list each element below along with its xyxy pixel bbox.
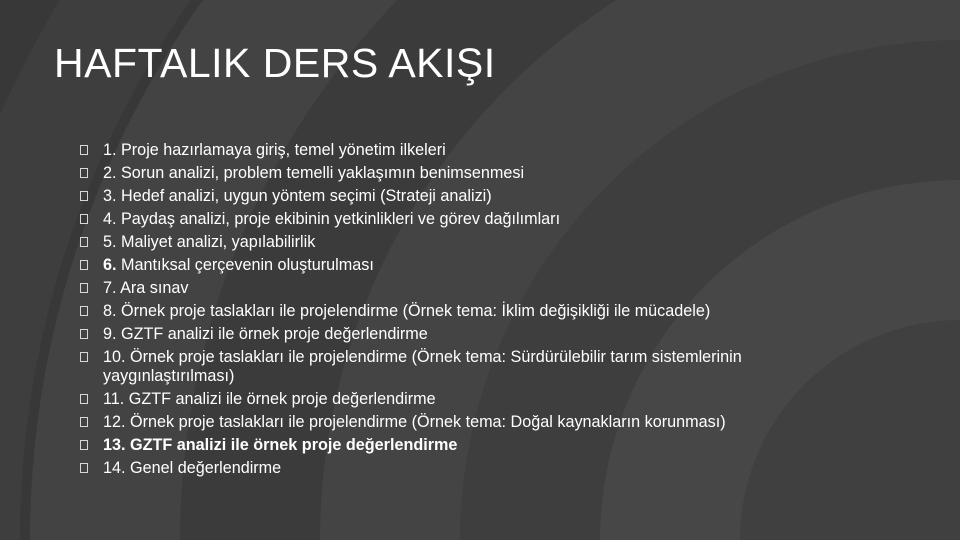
bullet-box-icon bbox=[80, 463, 88, 473]
list-item bbox=[80, 388, 870, 411]
list-item-text: 8. Örnek proje taslakları ile projelendirme (Örnek tema: İklim değişikliği ile mücadele) bbox=[103, 302, 711, 320]
list-item bbox=[80, 185, 870, 208]
bullet-box-icon bbox=[80, 260, 88, 270]
list-item bbox=[80, 277, 870, 300]
list-item-text: 14. Genel değerlendirme bbox=[103, 459, 282, 477]
list-item bbox=[80, 300, 870, 323]
list-item bbox=[80, 434, 870, 457]
list-item bbox=[80, 323, 870, 346]
bullet-box-icon bbox=[80, 283, 88, 293]
bullet-box-icon bbox=[80, 145, 88, 155]
bullet-box-icon bbox=[80, 440, 88, 450]
bullet-box-icon bbox=[80, 329, 88, 339]
list-item-text: 2. Sorun analizi, problem temelli yaklaşımın benimsenmesi bbox=[103, 164, 525, 182]
list-item bbox=[80, 139, 870, 162]
list-item-text: 12. Örnek proje taslakları ile projelendirme (Örnek tema: Doğal kaynakların korunması) bbox=[103, 413, 726, 431]
lesson-list bbox=[80, 139, 870, 480]
list-item-text: 10. Örnek proje taslakları ile projelendirme (Örnek tema: Sürdürülebilir tarım sistemlerinin yaygınlaştırılması) bbox=[103, 348, 742, 385]
bullet-box-icon bbox=[80, 394, 88, 404]
list-item bbox=[80, 231, 870, 254]
bullet-box-icon bbox=[80, 237, 88, 247]
list-item-text: 4. Paydaş analizi, proje ekibinin yetkinlikleri ve görev dağılımları bbox=[103, 210, 561, 228]
list-item bbox=[80, 254, 870, 277]
bullet-box-icon bbox=[80, 214, 88, 224]
list-item-number: 6. bbox=[103, 256, 117, 274]
list-item-text: 9. GZTF analizi ile örnek proje değerlendirme bbox=[103, 325, 428, 343]
list-item-text: 1. Proje hazırlamaya giriş, temel yönetim ilkeleri bbox=[103, 141, 446, 159]
list-item-text: 11. GZTF analizi ile örnek proje değerlendirme bbox=[103, 390, 436, 408]
bullet-box-icon bbox=[80, 168, 88, 178]
list-item bbox=[80, 411, 870, 434]
list-item bbox=[80, 162, 870, 185]
list-item bbox=[80, 208, 870, 231]
list-item-text: 7. Ara sınav bbox=[103, 279, 189, 297]
list-item bbox=[80, 346, 870, 388]
list-item-text: 5. Maliyet analizi, yapılabilirlik bbox=[103, 233, 316, 251]
bullet-box-icon bbox=[80, 191, 88, 201]
slide-title: HAFTALIK DERS AKIŞI bbox=[54, 40, 496, 86]
bullet-box-icon bbox=[80, 352, 88, 362]
bullet-box-icon bbox=[80, 417, 88, 427]
list-item-text: 13. GZTF analizi ile örnek proje değerlendirme bbox=[103, 436, 458, 454]
list-item-text: 3. Hedef analizi, uygun yöntem seçimi (Strateji analizi) bbox=[103, 187, 492, 205]
bullet-box-icon bbox=[80, 306, 88, 316]
list-item bbox=[80, 457, 870, 480]
list-item-text: Mantıksal çerçevenin oluşturulması bbox=[116, 256, 374, 274]
